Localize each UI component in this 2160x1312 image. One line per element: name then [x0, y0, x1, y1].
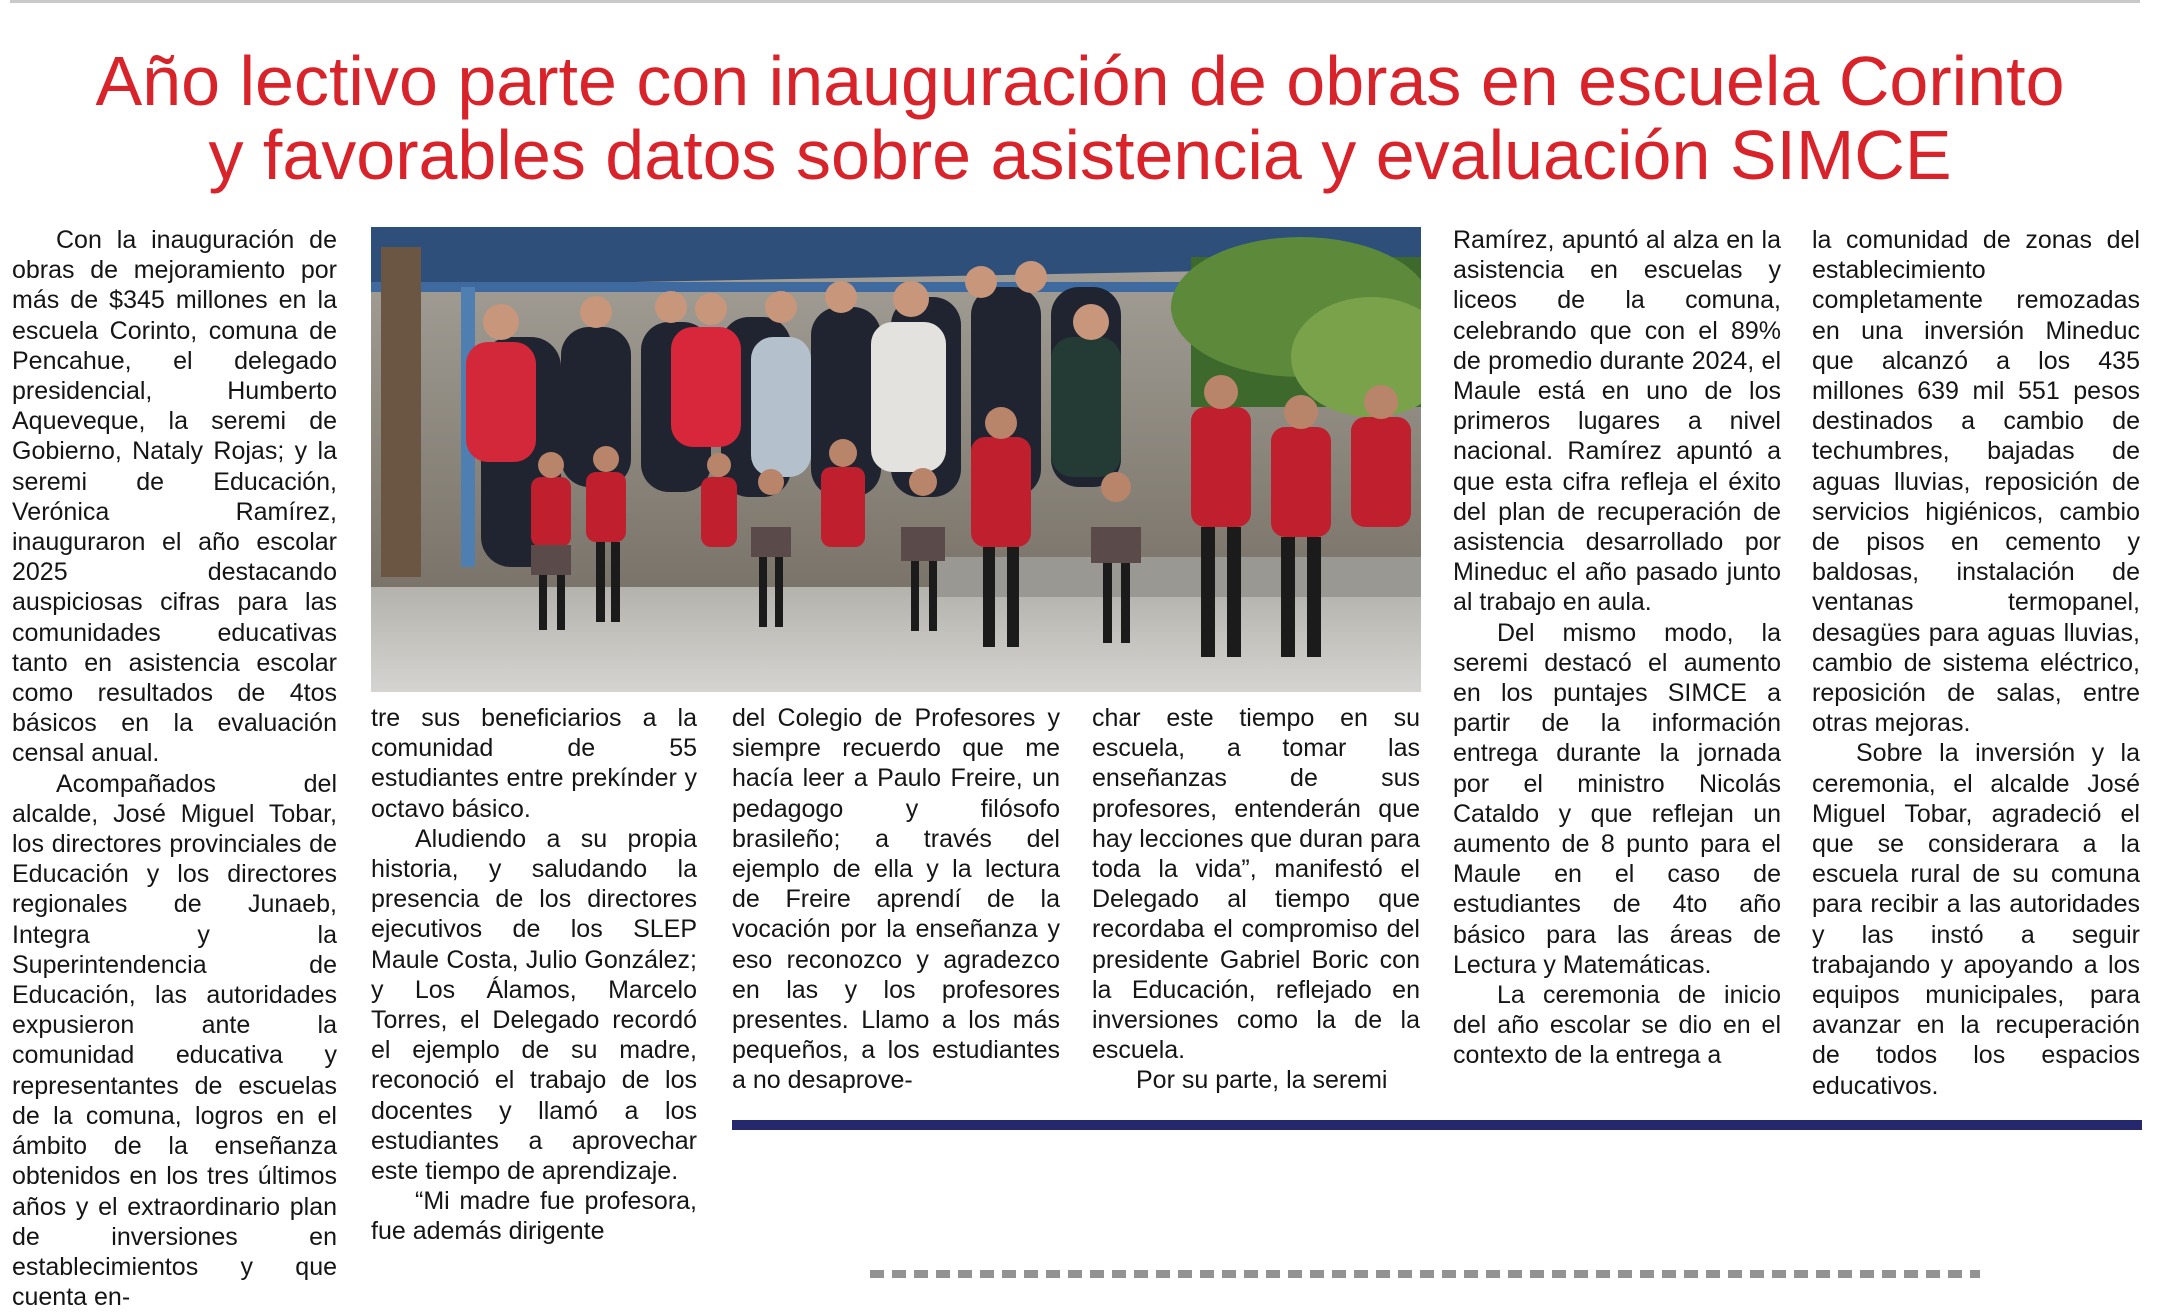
paragraph: Del mismo modo, la seremi destacó el aumento en los puntajes SIMCE a partir de la información entrega durante la jornada por el ministro Nicolás Cataldo y que reflejan un aumento de 8 punto para el Maule en el caso de estudiantes de 4to año básico para las áreas de Lectura y Matemáticas. [1453, 618, 1781, 979]
headline-line-1: Año lectivo parte con inauguración de obras en escuela Corinto [95, 42, 2065, 120]
column-4 [1092, 703, 1420, 1096]
group-photo-illustration [371, 227, 1421, 692]
column-3 [732, 703, 1060, 1096]
paragraph: Acompañados del alcalde, José Miguel Tobar, los directores provinciales de Educación y los directores regionales de Junaeb, Integra y la Superintendencia de Educación, las autoridades expusieron ante la comunidad educativa y representantes de escuelas de la comuna, logros en el ámbito de la enseñanza obtenidos en los tres últimos años y el extraordinario plan de inversiones en establecimientos y que cuenta en- [12, 769, 337, 1312]
paragraph: “Mi madre fue profesora, fue además dirigente [371, 1187, 697, 1246]
paragraph: del Colegio de Profesores y siempre recuerdo que me hacía leer a Paulo Freire, un pedagogo y filósofo brasileño; a través del ejemplo de ella y la lectura de Freire aprendí de la vocación por la enseñanza y eso reconozco y agradezco en las y los profesores presentes. Llamo a los más pequeños, a los estudiantes a no desaprove- [732, 704, 1060, 1095]
article-photo [371, 227, 1421, 692]
paragraph: Por su parte, la seremi [1136, 1066, 1388, 1095]
paragraph: Con la inauguración de obras de mejoramiento por más de $345 millones en la escuela Corinto, comuna de Pencahue, el delegado presidencial, Humberto Aqueveque, la seremi de Gobierno, Nataly Rojas; y la seremi de Educación, Verónica Ramírez, inauguraron el año escolar 2025 destacando auspiciosas cifras para las comunidades educativas tanto en asistencia escolar como resultados de 4tos básicos en la evaluación censal anual. [12, 226, 337, 768]
column-6 [1812, 225, 2140, 1101]
top-rule [10, 0, 2140, 3]
paragraph: char este tiempo en su escuela, a tomar las enseñanzas de sus profesores, entenderán que hay lecciones que duran para toda la vida”, manifestó el Delegado al tiempo que recordaba el compromiso del presidente Gabriel Boric con la Educación, reflejado en inversiones como la de la escuela. [1092, 704, 1421, 1065]
headline [30, 44, 2130, 192]
column-5 [1453, 225, 1781, 1071]
headline-line-2: y favorables datos sobre asistencia y evaluación SIMCE [208, 116, 1952, 194]
paragraph: Ramírez, apuntó al alza en la asistencia en escuelas y liceos de la comuna, celebrando que con el 89% de promedio durante 2024, el Maule está en uno de los primeros lugares a nivel nacional. Ramírez apuntó a que esta cifra refleja el éxito del plan de recuperación de asistencia desarrollado por Mineduc el año pasado junto al trabajo en aula. [1453, 226, 1781, 617]
paragraph: tre sus beneficiarios a la comunidad de 55 estudiantes entre prekínder y octavo básico. [371, 704, 697, 823]
paragraph: La ceremonia de inicio del año escolar se dio en el contexto de la entrega a [1453, 981, 1781, 1070]
paragraph: la comunidad de zonas del establecimiento completamente remozadas en una inversión Mineduc que alcanzó a los 435 millones 639 mil 551 pesos destinados a cambio de techumbres, bajadas de aguas lluvias, reposición de servicios higiénicos, cambio de pisos en cemento y baldosas, instalación de ventanas termopanel, desagües para aguas lluvias, cambio de sistema eléctrico, reposición de salas, entre otras mejoras. [1812, 226, 2140, 738]
paragraph: Sobre la inversión y la ceremonia, el alcalde José Miguel Tobar, agradeció el que se considerara a la escuela rural de su comuna para recibir a las autoridades y las instó a seguir trabajando y apoyando a los equipos municipales, para avanzar en la recuperación de todos los espacios educativos. [1812, 739, 2140, 1100]
column-1 [12, 225, 337, 1312]
cropped-text-edge [870, 1270, 1980, 1278]
paragraph: Aludiendo a su propia historia, y saludando la presencia de los directores ejecutivos de los SLEP Maule Costa, Julio González; y Los Álamos, Marcelo Torres, el Delegado recordó el ejemplo de su madre, reconoció el trabajo de los docentes y llamó a los estudiantes a aprovechar este tiempo de aprendizaje. [371, 824, 697, 1186]
section-divider [732, 1120, 2142, 1130]
column-2 [371, 703, 697, 1247]
